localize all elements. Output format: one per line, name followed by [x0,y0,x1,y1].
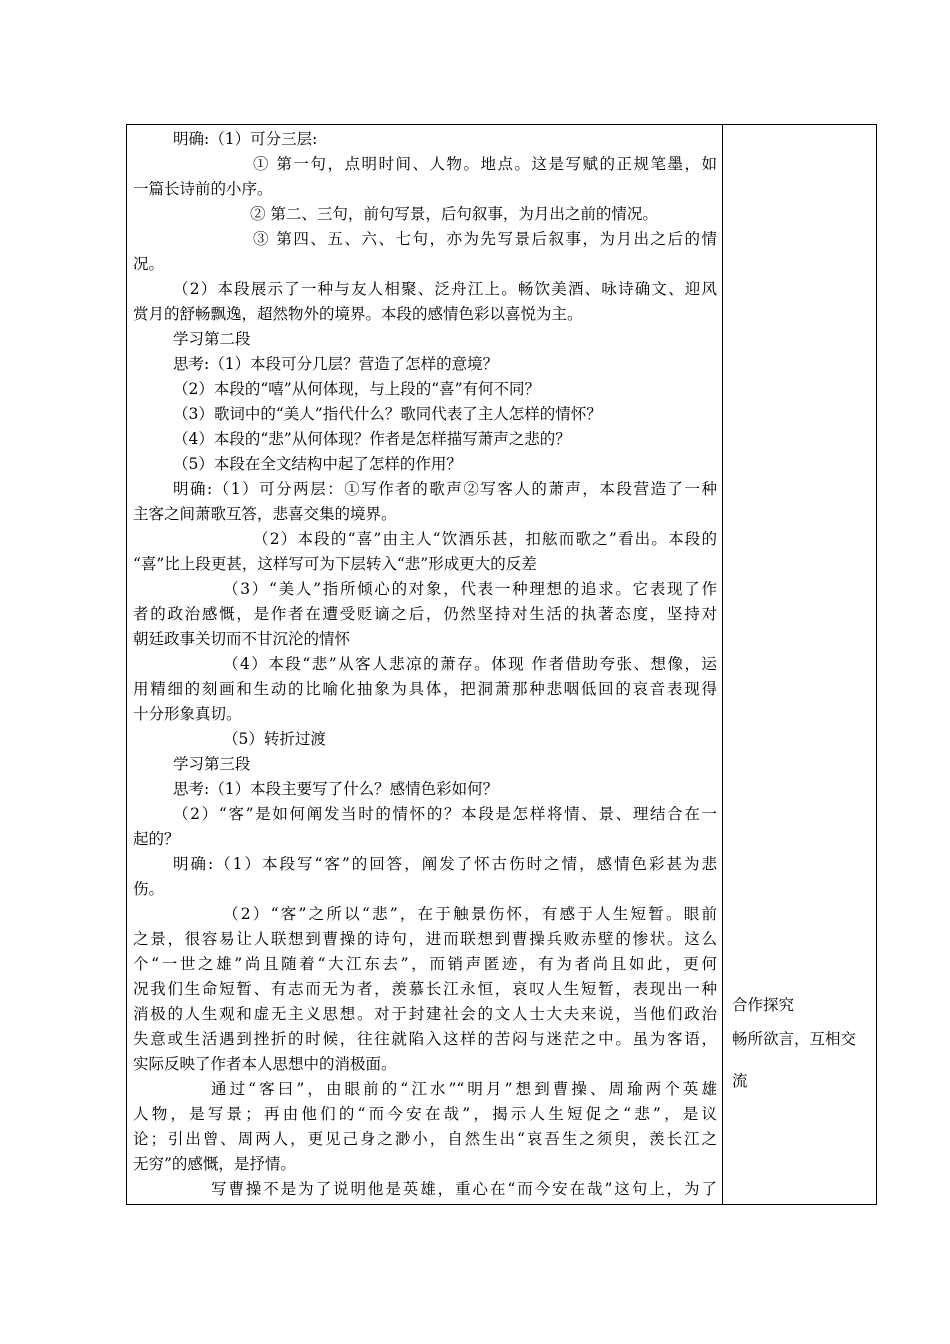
text-line: 明确:（1）本段写“客”的回答，阐发了怀古伤时之情，感情色彩甚为悲 [173,855,717,873]
text-line: 消极的人生观和虚无主义思想。对于封建社会的文人士大夫来说，当他们政治 [133,1005,717,1023]
text-line: 明确:（1）可分三层: [173,130,318,148]
text-line: 朝廷政事关切而不甘沉沦的情怀 [133,630,351,648]
text-line: （5）转折过渡 [223,730,326,748]
text-line: 一篇长诗前的小序。 [133,180,273,198]
text-line: （5）本段在全文结构中起了怎样的作用？ [173,455,462,473]
text-line: 起的？ [133,830,180,848]
text-line: 论；引出曾、周两人，更见己身之渺小，自然生出“哀吾生之须臾，羡长江之 [133,1130,717,1148]
activity-text: 畅所欲言，互相交 [732,1030,857,1048]
text-line: 者的政治感慨，是作者在遭受贬谪之后，仍然坚持对生活的执著态度，坚持对 [133,605,717,623]
activity-text: 流 [732,1072,748,1090]
text-line: 学习第三段 [173,755,251,773]
text-line: 个“一世之雄”尚且随着“大江东去”，而销声匿迹，有为者尚且如此，更何 [133,955,717,973]
text-line: 思考:（1）本段主要写了什么？感情色彩如何？ [173,780,499,798]
text-line: 赏月的舒畅飘逸，超然物外的境界。本段的感情色彩以喜悦为主。 [133,305,583,323]
text-line: 无穷”的感慨，是抒情。 [133,1155,296,1173]
text-line: 十分形象真切。 [133,705,242,723]
text-line: “喜”比上段更甚，这样写可为下层转入“悲”形成更大的反差 [133,555,537,573]
text-line: 用精细的刻画和生动的比喻化抽象为具体，把洞萧那种悲咽低回的哀音表现得 [133,680,717,698]
column-divider [722,125,723,1204]
text-line: （4）本段的“悲”从何体现？作者是怎样描写萧声之悲的？ [173,430,571,448]
text-line: 伤。 [133,880,165,898]
text-line: ② 第二、三句，前句写景，后句叙事，为月出之前的情况。 [250,205,658,223]
text-line: （3）“美人”指所倾心的对象，代表一种理想的追求。它表现了作 [223,580,717,598]
activity-text: 合作探究 [732,996,795,1014]
text-line: ③ 第四、五、六、七句，亦为先写景后叙事，为月出之后的情 [253,230,717,248]
text-line: 实际反映了作者本人思想中的消极面。 [133,1055,397,1073]
text-line: （2）“客”是如何阐发当时的情怀的？本段是怎样将情、景、理结合在一 [173,805,717,823]
text-line: （2）本段的“嘻”从何体现，与上段的“喜”有何不同？ [173,380,541,398]
text-line: 况。 [133,255,165,273]
text-line: （2）本段的“喜”由主人“饮酒乐甚，扣舷而歌之”看出。本段的 [253,530,717,548]
text-line: 明确:（1）可分两层：①写作者的歌声②写客人的萧声，本段营造了一种 [173,480,717,498]
text-line: 况我们生命短暂、有志而无为者，羡慕长江永恒，哀叹人生短暂，表现出一种 [133,980,717,998]
text-line: 学习第二段 [173,330,251,348]
text-line: 之景，很容易让人联想到曹操的诗句，进而联想到曹操兵败赤壁的惨状。这么 [133,930,717,948]
text-line: 写曹操不是为了说明他是英雄，重心在“而今安在哉”这句上，为了 [211,1180,717,1198]
text-line: （2）本段展示了一种与友人相聚、泛舟江上。畅饮美酒、咏诗确文、迎风 [173,280,717,298]
text-line: 思考:（1）本段可分几层？营造了怎样的意境？ [173,355,499,373]
text-line: （4）本段“悲”从客人悲凉的萧存。体现 作者借助夸张、想像，运 [223,655,717,673]
text-line: （2）“客”之所以“悲”，在于触景伤怀，有感于人生短暂。眼前 [223,905,717,923]
text-line: 失意或生活遇到挫折的时候，往往就陷入这样的苦闷与迷茫之中。虽为客语， [133,1030,717,1048]
text-line: 人物，是写景；再由他们的“而今安在哉”，揭示人生短促之“悲”，是议 [133,1105,717,1123]
text-line: ① 第一句，点明时间、人物。地点。这是写赋的正规笔墨，如 [253,155,717,173]
text-line: 主客之间萧歌互答，悲喜交集的境界。 [133,505,397,523]
text-line: 通过“客曰”，由眼前的“江水”“明月”想到曹操、周瑜两个英雄 [211,1080,717,1098]
text-line: （3）歌词中的“美人”指代什么？歌同代表了主人怎样的情怀？ [173,405,602,423]
lesson-table [126,124,877,1205]
